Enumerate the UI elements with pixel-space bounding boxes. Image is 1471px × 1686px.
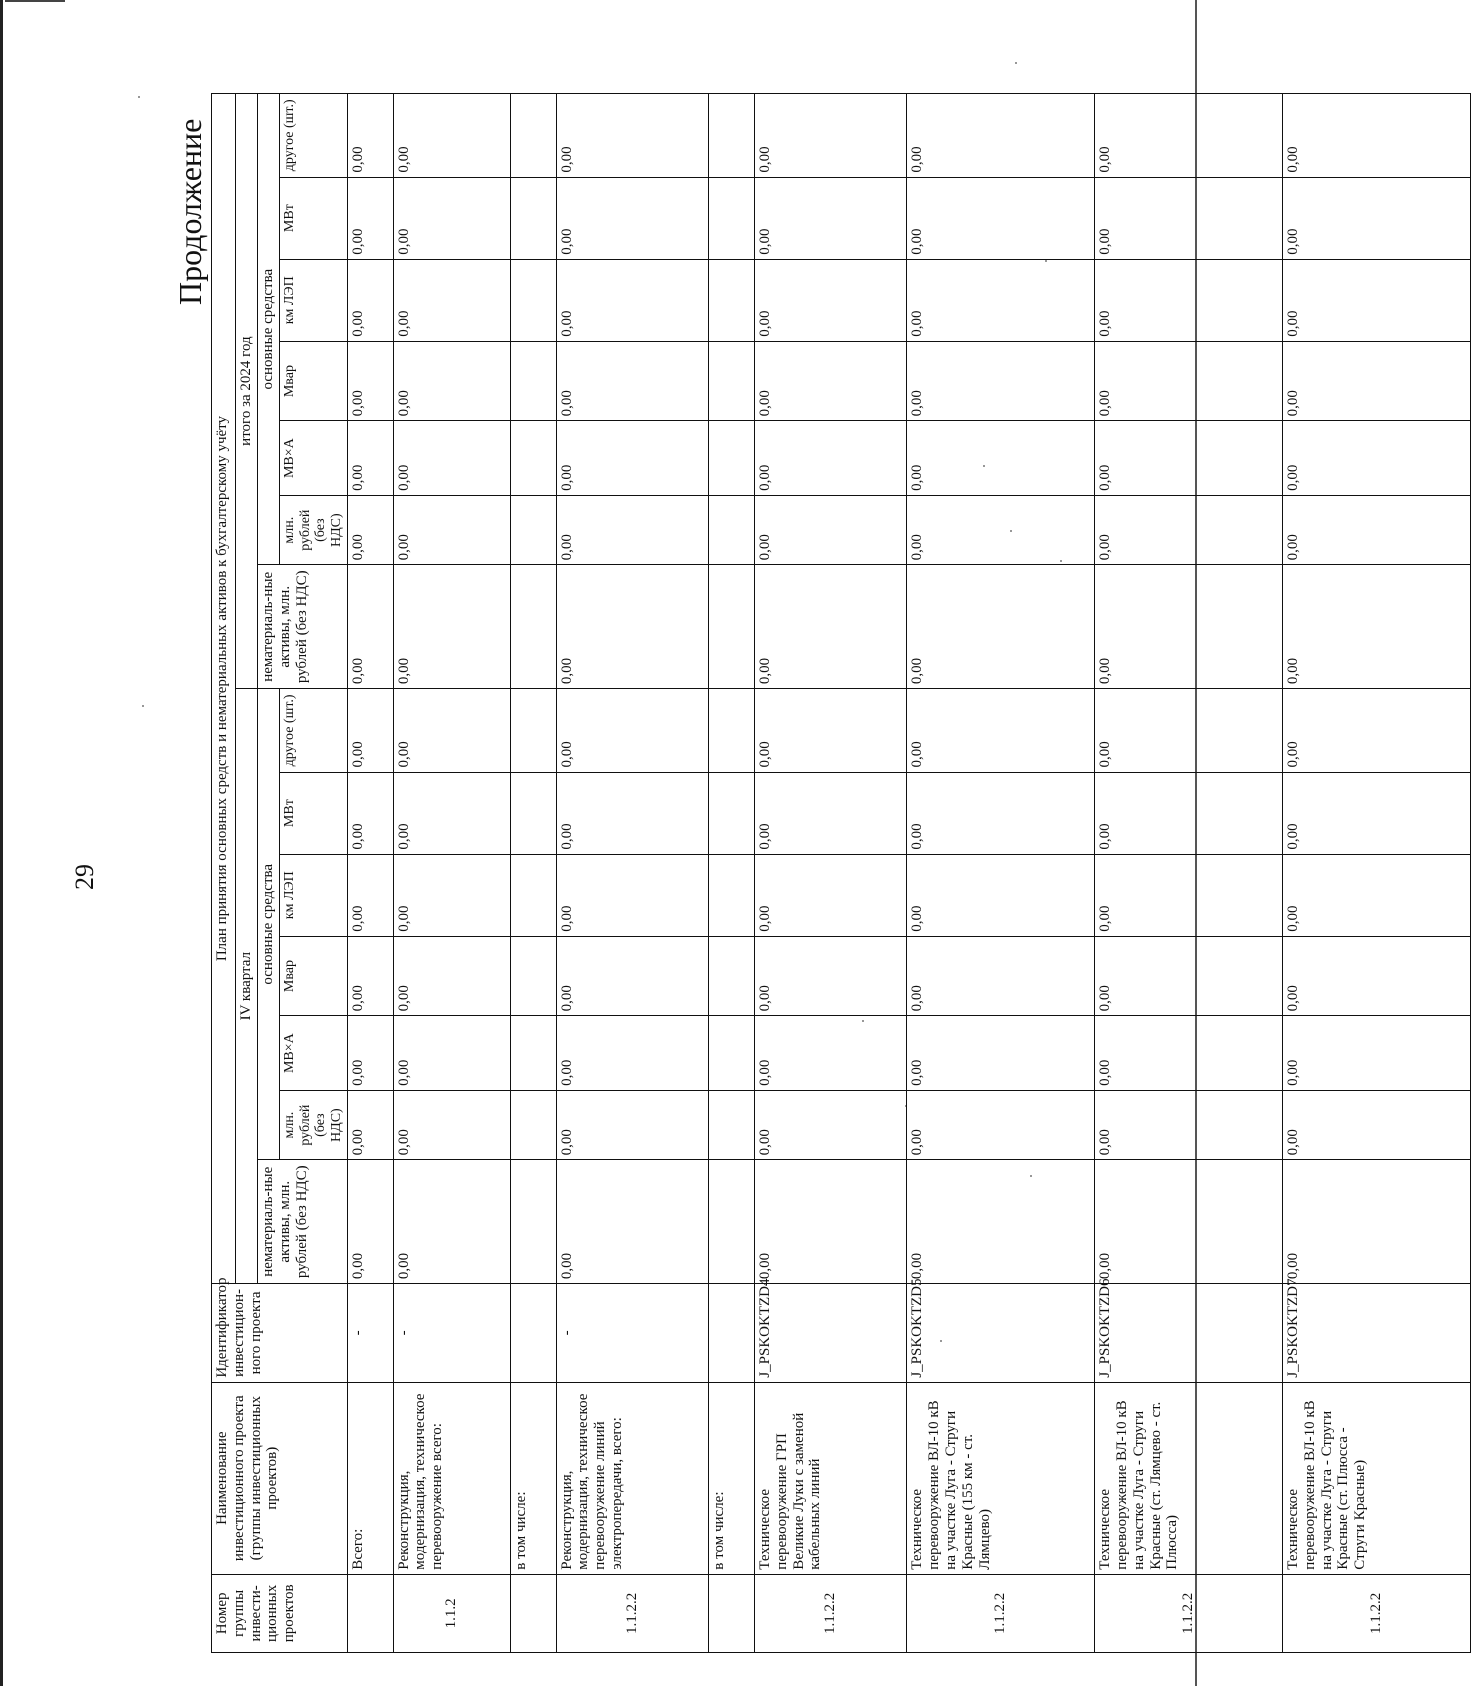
scan-edge-top [5,0,65,2]
value-cell: 0,00 [347,94,393,178]
value-cell: 0,00 [907,772,1095,854]
value-cell: 0,00 [347,1160,393,1284]
header-unit: Мвар [280,341,348,421]
project-name-cell: Техническое перевооружение ГРП Великие Луки с заменой кабельных линий [755,1382,907,1574]
value-cell: 0,00 [1095,495,1283,564]
value-cell: 0,00 [907,94,1095,178]
value-cell: 0,00 [1283,1160,1471,1284]
project-id-cell: J_PSKOKTZD5 [907,1284,1095,1383]
investment-plan-table [211,93,1471,1653]
group-number-cell: 1.1.2.2 [1095,1574,1283,1652]
header-unit: другое (шт.) [280,689,348,772]
scan-edge-left [0,0,3,1686]
value-cell: 0,00 [755,341,907,421]
project-name-cell: Реконструкция, модернизация, техническое перевооружение всего: [393,1382,510,1574]
project-name-cell: Техническое перевооружение ВЛ-10 кВ на участке Луга - Струги Красные (ст. Плюсса - Струги Красные) [1283,1382,1471,1574]
value-cell: 0,00 [393,1160,510,1284]
table-body [347,94,1470,1653]
empty-cell [709,341,755,421]
value-cell: 0,00 [556,565,708,689]
value-cell: 0,00 [755,936,907,1016]
value-cell: 0,00 [755,495,907,564]
header-unit: км ЛЭП [280,259,348,341]
project-id-cell: - [347,1284,393,1383]
empty-cell [709,565,755,689]
empty-cell [709,854,755,936]
continuation-title: Продолжение [172,118,208,305]
empty-cell [510,772,556,854]
value-cell: 0,00 [1283,1090,1471,1159]
value-cell: 0,00 [755,1160,907,1284]
header-project-name: Наименование инвестиционного проекта (группы инвестиционных проектов) [212,1382,348,1574]
header-intangible: нематериаль-ные активы, млн. рублей (без НДС) [258,565,348,689]
empty-cell [510,689,556,772]
value-cell: 0,00 [1095,1160,1283,1284]
value-cell: 0,00 [1095,259,1283,341]
value-cell: 0,00 [1283,177,1471,259]
header-unit: км ЛЭП [280,854,348,936]
value-cell: 0,00 [907,1016,1095,1091]
value-cell: 0,00 [393,259,510,341]
table-subheader-row [510,94,556,1653]
value-cell: 0,00 [347,1090,393,1159]
group-number-cell: 1.1.2.2 [1283,1574,1471,1652]
value-cell: 0,00 [393,495,510,564]
value-cell: 0,00 [1095,341,1283,421]
value-cell: 0,00 [755,259,907,341]
empty-cell [510,495,556,564]
empty-cell [709,1574,755,1652]
value-cell: 0,00 [755,1090,907,1159]
value-cell: 0,00 [556,94,708,178]
empty-cell [510,854,556,936]
header-unit: Мвар [280,936,348,1016]
header-unit: млн. рублей (без НДС) [280,495,348,564]
project-id-cell: J_PSKOKTZD6 [1095,1284,1283,1383]
value-cell: 0,00 [393,421,510,496]
project-name-cell: Техническое перевооружение ВЛ-10 кВ на участке Луга - Струги Красные (155 км - ст. Лямцево) [907,1382,1095,1574]
value-cell: 0,00 [755,94,907,178]
value-cell: 0,00 [347,772,393,854]
project-id-cell: J_PSKOKTZD7 [1283,1284,1471,1383]
empty-cell [510,177,556,259]
value-cell: 0,00 [1283,772,1471,854]
empty-cell [709,936,755,1016]
rotated-table-wrapper [211,93,1471,1653]
empty-cell [709,1016,755,1091]
value-cell: 0,00 [1283,689,1471,772]
value-cell: 0,00 [556,1160,708,1284]
value-cell: 0,00 [393,854,510,936]
project-name-cell: Техническое перевооружение ВЛ-10 кВ на участке Луга - Струги Красные (ст. Лямцево - ст. Плюсса) [1095,1382,1283,1574]
value-cell: 0,00 [393,1090,510,1159]
value-cell: 0,00 [393,936,510,1016]
value-cell: 0,00 [755,689,907,772]
value-cell: 0,00 [1095,177,1283,259]
table-row [907,94,1095,1653]
value-cell: 0,00 [907,259,1095,341]
value-cell: 0,00 [1095,854,1283,936]
empty-cell [510,1574,556,1652]
group-number-cell [347,1574,393,1652]
header-fixed-assets: основные средства [258,689,280,1160]
value-cell: 0,00 [556,1016,708,1091]
value-cell: 0,00 [347,936,393,1016]
header-intangible: нематериаль-ные активы, млн. рублей (без НДС) [258,1160,348,1284]
project-id-cell: - [393,1284,510,1383]
empty-cell [709,689,755,772]
empty-cell [709,94,755,178]
header-project-id: Идентификатор инвестицион-ного проекта [212,1284,348,1383]
value-cell: 0,00 [1283,341,1471,421]
empty-cell [709,495,755,564]
value-cell: 0,00 [393,772,510,854]
group-number-cell: 1.1.2.2 [755,1574,907,1652]
project-id-cell: - [556,1284,708,1383]
header-fixed-assets: основные средства [258,94,280,565]
empty-cell [510,421,556,496]
value-cell: 0,00 [1283,1016,1471,1091]
value-cell: 0,00 [347,495,393,564]
value-cell: 0,00 [556,689,708,772]
value-cell: 0,00 [1283,936,1471,1016]
value-cell: 0,00 [347,259,393,341]
project-id-cell: J_PSKOKTZD4 [755,1284,907,1383]
value-cell: 0,00 [755,565,907,689]
empty-cell [510,936,556,1016]
value-cell: 0,00 [907,177,1095,259]
empty-cell [510,565,556,689]
value-cell: 0,00 [393,341,510,421]
header-unit: другое (шт.) [280,94,348,178]
value-cell: 0,00 [556,495,708,564]
table-row [755,94,907,1653]
header-plan: План принятия основных средств и нематериальных активов к бухгалтерскому учёту [212,94,236,1284]
header-period-q4: IV квартал [236,689,258,1284]
value-cell: 0,00 [556,341,708,421]
header-unit: млн. рублей (без НДС) [280,1090,348,1159]
empty-cell [709,1160,755,1284]
value-cell: 0,00 [1283,565,1471,689]
empty-cell [510,341,556,421]
empty-cell [709,1090,755,1159]
project-name-cell: Реконструкция, модернизация, техническое перевооружение линий электропередачи, всего: [556,1382,708,1574]
empty-cell [709,259,755,341]
empty-cell [510,1090,556,1159]
value-cell: 0,00 [1095,936,1283,1016]
value-cell: 0,00 [556,177,708,259]
subheader-cell: в том числе: [510,1382,556,1574]
page-number: 29 [70,864,99,890]
value-cell: 0,00 [755,772,907,854]
value-cell: 0,00 [393,94,510,178]
empty-cell [709,1284,755,1383]
value-cell: 0,00 [556,936,708,1016]
table-row [1283,94,1471,1653]
empty-cell [709,772,755,854]
project-name-cell: Всего: [347,1382,393,1574]
scan-speck [142,705,144,707]
value-cell: 0,00 [907,1160,1095,1284]
value-cell: 0,00 [347,1016,393,1091]
header-period-year: итого за 2024 год [236,94,258,689]
empty-cell [510,94,556,178]
value-cell: 0,00 [1283,259,1471,341]
header-unit: МВт [280,177,348,259]
value-cell: 0,00 [393,1016,510,1091]
value-cell: 0,00 [347,177,393,259]
table-header [212,94,348,1653]
value-cell: 0,00 [347,689,393,772]
value-cell: 0,00 [755,177,907,259]
value-cell: 0,00 [907,421,1095,496]
value-cell: 0,00 [907,495,1095,564]
group-number-cell: 1.1.2.2 [907,1574,1095,1652]
value-cell: 0,00 [755,421,907,496]
value-cell: 0,00 [556,854,708,936]
scan-speck [138,96,140,98]
header-group-number: Номер группы инвести-ционных проектов [212,1574,348,1652]
value-cell: 0,00 [907,936,1095,1016]
value-cell: 0,00 [755,1016,907,1091]
empty-cell [709,421,755,496]
table-row [1095,94,1283,1653]
value-cell: 0,00 [1095,421,1283,496]
value-cell: 0,00 [1283,94,1471,178]
value-cell: 0,00 [556,421,708,496]
header-unit: МВ×А [280,1016,348,1091]
value-cell: 0,00 [556,772,708,854]
subheader-cell: в том числе: [709,1382,755,1574]
table-subheader-row [709,94,755,1653]
value-cell: 0,00 [907,854,1095,936]
table-row [556,94,708,1653]
value-cell: 0,00 [556,1090,708,1159]
value-cell: 0,00 [1095,772,1283,854]
header-unit: МВт [280,772,348,854]
scan-speck [1015,62,1017,64]
table-row [393,94,510,1653]
group-number-cell: 1.1.2.2 [556,1574,708,1652]
header-unit: МВ×А [280,421,348,496]
value-cell: 0,00 [1095,1090,1283,1159]
value-cell: 0,00 [393,565,510,689]
value-cell: 0,00 [1283,421,1471,496]
value-cell: 0,00 [1095,565,1283,689]
empty-cell [510,1284,556,1383]
value-cell: 0,00 [347,421,393,496]
value-cell: 0,00 [393,689,510,772]
value-cell: 0,00 [907,689,1095,772]
value-cell: 0,00 [755,854,907,936]
empty-cell [709,177,755,259]
value-cell: 0,00 [1095,94,1283,178]
value-cell: 0,00 [1095,1016,1283,1091]
empty-cell [510,1160,556,1284]
value-cell: 0,00 [907,565,1095,689]
value-cell: 0,00 [1283,854,1471,936]
group-number-cell: 1.1.2 [393,1574,510,1652]
value-cell: 0,00 [347,341,393,421]
value-cell: 0,00 [393,177,510,259]
empty-cell [510,259,556,341]
table-row [347,94,393,1653]
value-cell: 0,00 [556,259,708,341]
value-cell: 0,00 [1095,689,1283,772]
value-cell: 0,00 [1283,495,1471,564]
value-cell: 0,00 [907,341,1095,421]
value-cell: 0,00 [347,854,393,936]
value-cell: 0,00 [907,1090,1095,1159]
value-cell: 0,00 [347,565,393,689]
empty-cell [510,1016,556,1091]
